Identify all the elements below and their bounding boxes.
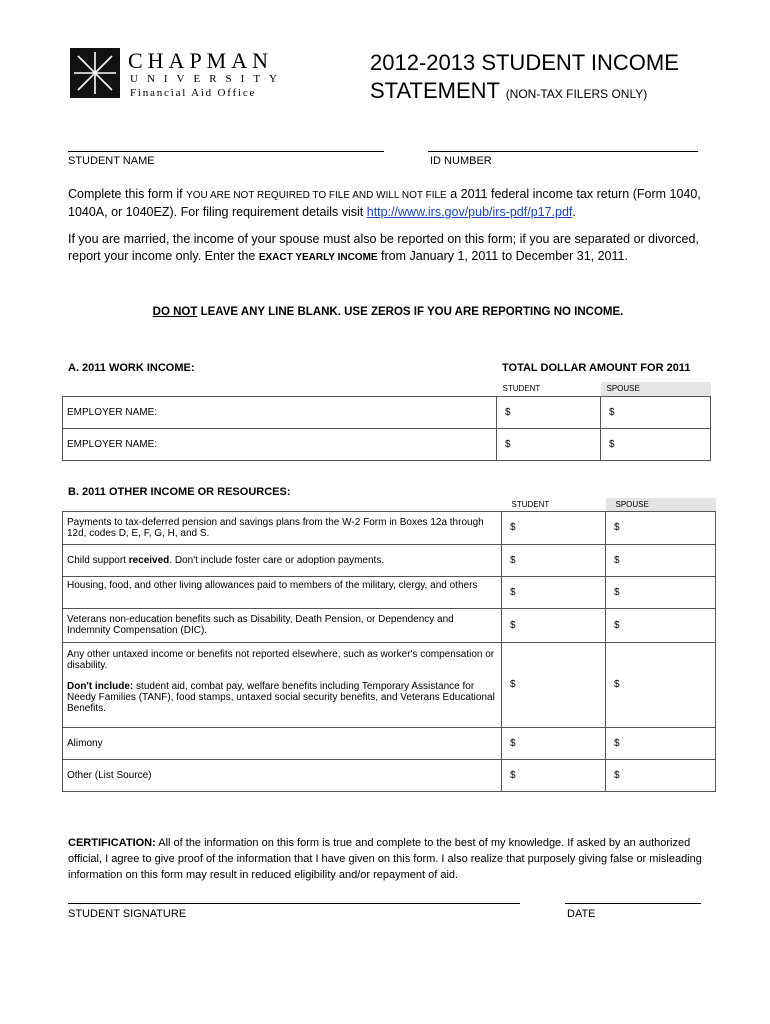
- student-amount-field[interactable]: $: [497, 396, 601, 428]
- student-amount-field[interactable]: $: [502, 642, 606, 727]
- student-amount-field[interactable]: $: [502, 544, 606, 576]
- chapman-logo-icon: [70, 48, 120, 98]
- id-number-line[interactable]: [428, 151, 698, 152]
- section-b-heading: B. 2011 OTHER INCOME OR RESOURCES:: [68, 486, 291, 498]
- logo-office: Financial Aid Office: [130, 87, 257, 99]
- table-row: [63, 544, 716, 576]
- logo-name: CHAPMAN: [128, 48, 274, 73]
- col-spouse-header-a: SPOUSE: [601, 382, 711, 396]
- spouse-amount-field[interactable]: $: [606, 642, 716, 727]
- employer-name-label: EMPLOYER NAME:: [63, 428, 497, 460]
- logo-university: UNIVERSITY: [130, 73, 286, 85]
- date-label: DATE: [567, 908, 596, 920]
- spouse-amount-field[interactable]: $: [606, 727, 716, 759]
- irs-link[interactable]: http://www.irs.gov/pub/irs-pdf/p17.pdf: [366, 205, 573, 219]
- col-student-header-b: STUDENT: [511, 499, 550, 509]
- page-title-line1: 2012-2013 STUDENT INCOME: [370, 50, 679, 75]
- spouse-amount-field[interactable]: $: [606, 608, 716, 642]
- table-row: [63, 576, 716, 608]
- veterans-benefits-label: Veterans non-education benefits such as Disability, Death Pension, or Dependency and Indemnity Compensation (DIC).: [63, 608, 502, 642]
- page-title-word: STATEMENT: [370, 78, 500, 103]
- table-row: [63, 727, 716, 759]
- alimony-label: Alimony: [63, 727, 502, 759]
- table-row: [63, 642, 716, 727]
- student-name-label: STUDENT NAME: [68, 155, 155, 167]
- warning-text: DO NOT LEAVE ANY LINE BLANK. USE ZEROS IF YOU ARE REPORTING NO INCOME.: [152, 306, 624, 318]
- other-untaxed-income-label: Any other untaxed income or benefits not reported elsewhere, such as worker's compensation or disability. Don't include: student aid, combat pay, welfare benefits including Temporary Assistance for Needy Families (TANF), food stamps, untaxed social security benefits, and Veterans Educational Benefits.: [63, 642, 502, 727]
- student-amount-field[interactable]: $: [502, 576, 606, 608]
- id-number-label: ID NUMBER: [430, 155, 492, 167]
- student-amount-field[interactable]: $: [497, 428, 601, 460]
- spouse-amount-field[interactable]: $: [606, 544, 716, 576]
- student-amount-field[interactable]: $: [502, 608, 606, 642]
- total-amount-heading: TOTAL DOLLAR AMOUNT FOR 2011: [502, 362, 691, 374]
- date-line[interactable]: [565, 903, 701, 904]
- employer-name-label: EMPLOYER NAME:: [63, 396, 497, 428]
- spouse-amount-field[interactable]: $: [606, 576, 716, 608]
- spouse-amount-field[interactable]: $: [606, 759, 716, 791]
- student-amount-field[interactable]: $: [502, 727, 606, 759]
- col-student-header-a: STUDENT: [502, 384, 541, 394]
- table-row: [63, 511, 716, 544]
- spouse-amount-field[interactable]: $: [606, 511, 716, 544]
- student-signature-line[interactable]: [68, 903, 520, 904]
- spouse-amount-field[interactable]: $: [601, 428, 711, 460]
- student-name-line[interactable]: [68, 151, 384, 152]
- page-subtitle: (NON-TAX FILERS ONLY): [505, 87, 648, 101]
- section-a-heading: A. 2011 WORK INCOME:: [68, 362, 195, 374]
- certification-text: CERTIFICATION: All of the information on this form is true and complete to the best of my knowledge. If asked by an authorized official, I agree to give proof of the information that I have given on this form. I also realize that purposely giving false or misleading information on this form may result in reduced eligibility and/or repayment of aid.: [68, 837, 702, 881]
- student-signature-label: STUDENT SIGNATURE: [68, 908, 187, 920]
- other-source-label: Other (List Source): [63, 759, 502, 791]
- spouse-amount-field[interactable]: $: [601, 396, 711, 428]
- table-row: [63, 759, 716, 791]
- pension-payments-label: Payments to tax-deferred pension and savings plans from the W-2 Form in Boxes 12a through 12d, codes D, E, F, G, H, and S.: [63, 511, 502, 544]
- other-income-table: [62, 498, 716, 792]
- page-title-line2: [370, 78, 647, 104]
- student-amount-field[interactable]: $: [502, 759, 606, 791]
- table-row: [63, 428, 711, 460]
- col-spouse-header-b: SPOUSE: [606, 498, 716, 511]
- intro-paragraph-2: If you are married, the income of your spouse must also be reported on this form; if you are separated or divorced, report your income only. Enter the EXACT YEARLY INCOME from January 1, 2011 to December 31, 2011.: [68, 232, 699, 263]
- work-income-table: [62, 382, 711, 461]
- table-row: [63, 608, 716, 642]
- intro-paragraph-1: Complete this form if YOU ARE NOT REQUIRED TO FILE AND WILL NOT FILE a 2011 federal income tax return (Form 1040, 1040A, or 1040EZ). For filing requirement details visit http://www.irs.gov/pub/irs-pdf/p17.pdf.: [68, 187, 701, 219]
- table-row: [63, 396, 711, 428]
- child-support-label: Child support received. Don't include foster care or adoption payments.: [63, 544, 502, 576]
- student-amount-field[interactable]: $: [502, 511, 606, 544]
- living-allowances-label: Housing, food, and other living allowances paid to members of the military, clergy, and others: [63, 576, 502, 608]
